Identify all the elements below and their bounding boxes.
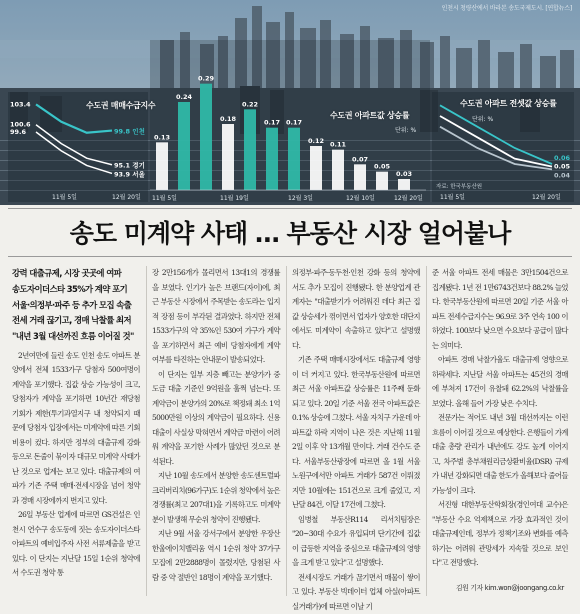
series-line-서울 — [36, 132, 112, 173]
paragraph: 임병철 부동산R114 리서치팀장은 "20~30대 수요가 유입되며 단기간에 집값이 급등한 지역을 중심으로 대출규제의 영향을 크게 받고 있다"고 설명했다. — [292, 513, 420, 571]
article-column-3 — [292, 266, 420, 614]
paragraph: 아파트 경매 낙찰가율도 대출규제 영향으로 하락세다. 지난달 서울 아파트는 45건의 경매에 부쳐져 17건이 유찰돼 62.2%의 낙찰률을 보였다. 올해 들어 가장 낮은 수치다. — [432, 353, 568, 411]
end-value-label: 99.8 인천 — [114, 127, 145, 136]
hero-photo — [0, 0, 580, 205]
start-value-label: 100.6 — [10, 121, 31, 129]
bar-value-label: 0.24 — [176, 93, 193, 101]
paragraph: 26일 부동산 업계에 따르면 GS건설은 인천시 연수구 송도동에 짓는 송도자이더스타 아파트의 예비입주자 사전 서류제출을 받고 있다. 이 단지는 지난달 15일 1순위 청약에서 수도권 청약 통 — [12, 508, 140, 581]
byline: 김원 기자 kim.won@joongang.co.kr — [456, 582, 564, 592]
paragraph: 장 2만156개가 몰리면서 13대1의 경쟁률을 보였다. 인기가 높은 브랜드(자이)에, 최근 부동산 시장에서 주목받는 송도라는 입지적 장점 등이 부각된 결과였다. 하지만 전체 1533가구의 약 35%인 530여 가구가 계약을 포기하면서 최근 예비 당첨자에게 계약 여부를 타진하는 안내문이 발송되었다. — [152, 266, 280, 368]
chart-unit: 단위: % — [395, 125, 416, 134]
bar — [398, 179, 410, 190]
bar — [222, 124, 234, 190]
end-value-label: 93.9 서울 — [114, 169, 146, 178]
bar-value-label: 0.17 — [264, 119, 280, 127]
article-column-4 — [432, 266, 568, 571]
end-value-label: 0.05 — [554, 163, 571, 171]
chart-lines — [8, 70, 148, 200]
paragraph: 지난 9월 서울 강서구에서 분양한 우장산 한울에이치밸리움 역시 1순위 청약 37가구 모집에 2만2888명이 몰렸지만, 당첨된 사람 중 약 절반인 18명이 계약을 포기했다. — [152, 527, 280, 585]
x-tick-label: 11월 5일 — [52, 192, 77, 201]
column-divider — [146, 266, 147, 596]
bar-value-label: 0.03 — [396, 170, 412, 178]
x-tick-label: 11월 5일 — [440, 192, 465, 201]
bar-value-label: 0.22 — [242, 100, 258, 108]
subhead — [12, 266, 140, 345]
bar — [178, 102, 190, 190]
headline-rule-bottom — [8, 256, 572, 257]
bar — [288, 128, 300, 190]
article-column-1 — [12, 266, 140, 581]
bar-value-label: 0.11 — [330, 141, 347, 149]
paragraph: 지난 10월 송도에서 분양한 송도센트럴파크리버리치(96가구)도 1순위 청약에서 높은 경쟁률(최고 207대1)을 기록하고도 미계약분이 발생해 무순위 청약이 진행됐다. — [152, 469, 280, 527]
series-line — [440, 116, 552, 167]
bar-value-label: 0.13 — [154, 133, 170, 141]
column-divider — [286, 266, 287, 596]
paragraph: 준 서울 아파트 전세 매물은 3만1504건으로 집계됐다. 1년 전 1만6743건보다 88.2% 늘었다. 한국부동산원에 따르면 20일 기준 서울 아파트 전세수급지수는 96.9로 3주 연속 100 이하였다. 100보다 낮으면 수요보다 공급이 많다는 의미다. — [432, 266, 568, 353]
bar — [156, 142, 168, 190]
start-value-label: 103.4 — [10, 100, 31, 108]
subhead-line: 서울·의정부·파주 등 추가 모집 속출 — [12, 298, 140, 314]
chart-unit: 단위: % — [472, 114, 493, 123]
x-tick-label: 12월 3일 — [288, 193, 313, 202]
bar — [354, 164, 366, 190]
end-value-label: 0.04 — [554, 171, 571, 179]
bar-value-label: 0.07 — [352, 155, 368, 163]
chart-jeonse-price-growth — [432, 70, 574, 200]
paragraph: 전세시장도 거래가 끊기면서 매물이 쌓이고 있다. 부동산 빅데이터 업체 아실(아파트실거래가)에 따르면 이날 기 — [292, 571, 420, 614]
start-value-label: 99.6 — [10, 128, 27, 136]
x-tick-label: 12월 20일 — [394, 193, 423, 202]
chart-bars — [150, 40, 430, 202]
end-value-label: 95.1 경기 — [114, 161, 145, 170]
chart-lines — [432, 70, 574, 200]
headline: 송도 미계약 사태 … 부동산 시장 얼어붙나 — [0, 214, 580, 250]
bar — [266, 128, 278, 190]
subhead-line: 강력 대출규제, 시장 곳곳에 여파 — [12, 266, 140, 282]
chart-sales-supply-index — [8, 70, 148, 200]
end-value-label: 0.06 — [554, 154, 571, 162]
paragraph: 2년여만에 들린 송도 인천 송도 아파트 분양에서 전체 1533가구 당첨자 500여명이 계약을 포기했다. 집값 상승 가능성이 크고, 당첨자가 계약을 포기하면 10년간 재당첨 기회가 제한(투기과열지구 내 청약되지 때문에 당첨자 입장에서는 미계약에 따른 기회비용이 컸다. 하지만 정부의 대출규제 강화 등으로 돈줄이 묶이자 대규모 미계약 사태가 난 것으로 업계는 보고 있다. 대출규제의 여파가 기존 주택 매매·전세시장을 넘어 청약과 경매 시장에까지 번지고 있다. — [12, 349, 140, 509]
paragraph: 의정부·파주·동두천·인천 강화 등의 청약에서도 추가 모집이 진행됐다. 한 분양업계 관계자는 "대출받기가 어려워진 데다 최근 집값 상승세가 꺾이면서 업자가 양호한 대단지에서도 미계약이 속출하고 있다"고 설명했다. — [292, 266, 420, 353]
bar-value-label: 0.17 — [286, 119, 302, 127]
bar — [200, 84, 212, 190]
bar-value-label: 0.05 — [374, 163, 391, 171]
bar — [332, 150, 344, 190]
headline-rule-top — [8, 208, 572, 209]
chart-source: 자료: 한국부동산원 — [436, 182, 482, 190]
paragraph: 이 단지는 일부 지층 빼고는 분양가가 중도금 대출 기준인 9억원을 훌쩍 넘는다. 또 계약금이 분양가의 20%로 책정돼 최소 1억5000만원 이상의 계약금이 필요하다. 신용대출이 사실상 막혀면서 계약금 마련이 어려워 계약을 포기한 사례가 많았던 것으로 분석된다. — [152, 368, 280, 470]
bar — [376, 172, 388, 190]
chart-title: 수도권 아파트 전셋값 상승률 — [460, 98, 572, 109]
bar-value-label: 0.12 — [308, 137, 324, 145]
x-tick-label: 12월 10일 — [346, 193, 375, 202]
bar-value-label: 0.29 — [198, 75, 215, 83]
subhead-line: 송도자이더스타 35%가 계약 포기 — [12, 282, 140, 298]
bar-value-label: 0.18 — [220, 115, 237, 123]
series-line-인천 — [36, 104, 112, 132]
chart-title: 수도권 아파트값 상승률 — [330, 110, 430, 121]
bar — [310, 146, 322, 190]
subhead-line: 전세 거래 끊기고, 경매 낙찰률 최저 — [12, 313, 140, 329]
x-tick-label: 12월 20일 — [112, 192, 141, 201]
x-tick-label: 11월 19일 — [220, 193, 249, 202]
chart-apartment-price-growth — [150, 40, 430, 202]
column-divider — [426, 266, 427, 596]
paragraph: 서진형 대한부동산학회장(경인여대 교수)은 "부동산 수요 억제책으로 가장 효과적인 것이 대출규제인데, 정부가 정책기조와 변화를 예측하기는 어려워 관망세가 지속할 것으로 보인다"고 전망했다. — [432, 498, 568, 571]
x-tick-label: 12월 20일 — [532, 192, 561, 201]
paragraph: 전문가는 적어도 내년 3월 대선까지는 이런 흐름이 이어질 것으로 예상한다. 은행들이 가계대출 총량 관리가 내년에도 강도 높게 이어지고, 차주별 총부채원리금상환비율(DSR) 규제가 내년 강화되면 대출 한도가 올해보다 줄어들 가능성이 크다. — [432, 411, 568, 498]
article-column-2 — [152, 266, 280, 585]
x-tick-label: 11월 5일 — [152, 193, 177, 202]
bar — [244, 109, 256, 190]
paragraph: 기존 주택 매매시장에서도 대출규제 영향이 더 커지고 있다. 한국부동산원에 따르면 최근 서울 아파트값 상승률은 11주째 둔화되고 있다. 20일 기준 서울 전국 아파트값은 0.1% 상승에 그쳤다. 서울 자치구 가운데 아파트값 하락 지역이 나온 것은 지난해 11월 2일 이후 약 13개월 만이다. 거래 건수도 준다. 서울부동산광장에 따르면 올 1월 서울 노원구에서만 아파트 거래가 587건 이뤄졌지만 10월에는 151건으로 크게 줄었고, 지난달 84건, 이달 17건에 그쳤다. — [292, 353, 420, 513]
photo-credit: 인천시 청량산에서 바라본 송도국제도시. [연합뉴스] — [442, 3, 572, 12]
chart-title: 수도권 매매수급지수 — [86, 100, 156, 111]
subhead-line: "내년 3월 대선까진 흐름 이어질 것" — [12, 329, 140, 345]
